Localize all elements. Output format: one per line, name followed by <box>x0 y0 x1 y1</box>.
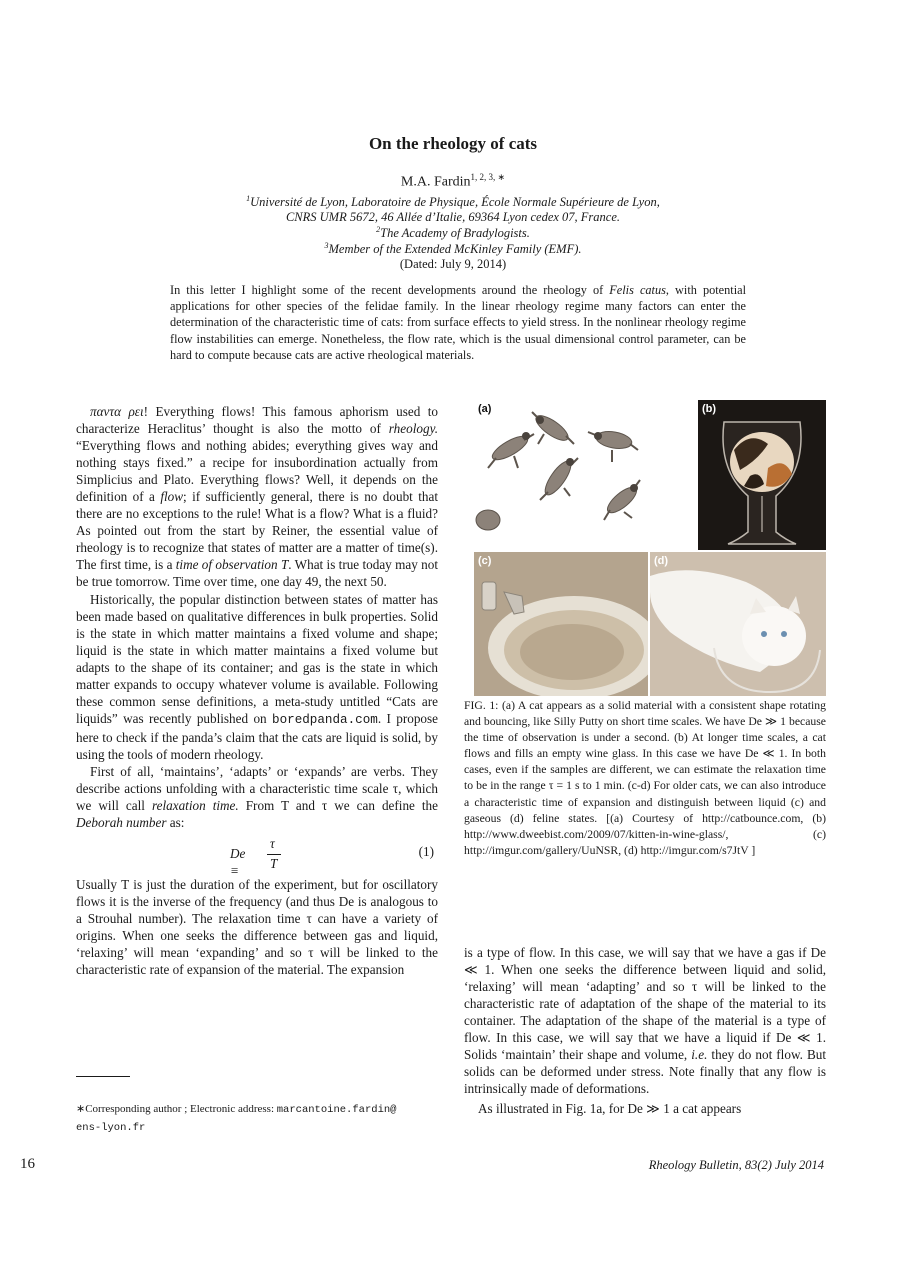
affiliation-1: $^1$Université de Lyon, Laboratoire de Physique, École Normale Supérieure de Lyon, <box>246 194 660 210</box>
panel-b-image <box>698 400 826 550</box>
figure-caption: FIG. 1: (a) A cat appears as a solid material with a consistent shape rotating and bouncing, like Silly Putty on short time scales. We have De ≫ 1 because the time of observation is under a second. (b) At longer time scales, a cat flows and fills an empty wine glass. In this case we have De ≪ 1. In both cases, even if the samples are different, we can estimate the relaxation time to be in the range τ = 1 s to 1 min. (c-d) For older cats, we can also introduce a characteristic time of expansion and distinguish between liquid (c) and gaseous (d) feline states. [(a) Courtesy of http://catbounce.com, (b) http://www.dweebist.com/2009/07/kitten-in-wine-glass/, (c) http://imgur.com/gallery/UuNSR, (d) http://imgur.com/s7JtV ] <box>464 699 826 857</box>
sink-cat-drawing <box>474 552 648 696</box>
affiliation-2: $^2$The Academy of Bradylogists. <box>376 225 530 241</box>
equation-denominator: T <box>270 856 278 872</box>
bouncing-cats-drawing <box>474 400 646 550</box>
journal-footer: Rheology Bulletin, 83(2) July 2014 <box>648 1158 824 1172</box>
page-number: 16 <box>20 1156 35 1172</box>
email-address-cont: ens-lyon.fr <box>76 1122 146 1134</box>
equation-lhs: De ≡ <box>230 846 246 879</box>
abstract: In this letter I highlight some of the recent developments around the rheology of Felis catus, with potential applications for other species of the felidae family. In the linear rheology regime many factors can enter the determination of the characteristic time of cats: from surface effects to yield stress. In the nonlinear rheology regime flow instabilities can emerge. Nonetheless, the flow rate, which is the usual dimensional control parameter, can be hard to compute because cats are active rheological materials. <box>170 283 746 362</box>
paragraph-fig-reference: As illustrated in Fig. 1a, for De ≫ 1 a cat appears <box>478 1101 742 1117</box>
paragraph-oscillatory: Usually T is just the duration of the experiment, but for oscillatory flows it is the inverse of the frequency (and thus De is analogous to a Strouhal number). The relaxation time τ can have a variety of origins. When one seeks the difference between gas and liquid, ‘relaxing’ will mean ‘expanding’ and so τ will be linked to the characteristic rate of expansion of the material. The expansion <box>76 877 438 978</box>
email-address: marcantoine.fardin@ <box>276 1104 397 1116</box>
paragraph-heraclitus: παντα ρει! Everything flows! This famous aphorism used to characterize Heraclitus’ thought is also the motto of rheology. “Everything flows and nothing abides; everything gives way and nothing stays fixed.” a recipe for insubordination actually from Simplicius and Plato. Everything flows? Well, it depends on the definition of a flow; if sufficiently general, there is no doubt that there are no exceptions to the rule! What is a flow? What is a fluid? As pointed out from the start by Reiner, the essential value of rheology is to recognize that states of matter are a matter of time(s). The first time, is a time of observation T. What is true today may not be true tomorrow. Time over time, one day 49, the next 50. <box>76 404 438 590</box>
panel-c-image <box>474 552 648 696</box>
panel-a-label: (a) <box>478 403 492 415</box>
left-column <box>76 403 438 978</box>
greek-aphorism: παντα ρει <box>90 404 144 419</box>
affiliation-1-cont: CNRS UMR 5672, 46 Allée d’Italie, 69364 Lyon cedex 07, France. <box>285 210 621 224</box>
paper-title: On the rheology of cats <box>368 134 538 153</box>
author-line <box>0 172 906 191</box>
panel-d-label: (d) <box>654 555 669 567</box>
paragraph-relaxation-time: First of all, ‘maintains’, ‘adapts’ or ‘expands’ are verbs. They describe actions unfolding with a characteristic time scale τ, which we will call relaxation time. From T and τ we can define the Deborah number as: <box>76 763 439 831</box>
panel-c-label: (c) <box>478 555 492 567</box>
paragraph-states-of-matter: Historically, the popular distinction between states of matter has been made based on qualitative differences in bulk properties. Solid is the state in which matter maintains a fixed volume and shape; liquid is the state in which matter maintains a fixed volume but adapts to the shape of its container; and gas is the state in which matter expands to occupy whatever volume is available. Following these common sense definitions, a meta-study untitled “Cats are liquids” was recently published on boredpanda.com. I propose here to check if the panda’s claim that the cats are liquid is solid, by using the tools of modern rheology. <box>76 591 438 762</box>
site-link: boredpanda.com <box>272 712 378 727</box>
footnote: ∗Corresponding author ; Electronic address: marcantoine.fardin@ ens-lyon.fr <box>76 1103 397 1134</box>
equation-deborah <box>76 833 438 879</box>
figure-1 <box>474 400 826 696</box>
affiliation-3: $^3$Member of the Extended McKinley Family (EMF). <box>324 241 582 257</box>
footnote-rule <box>76 1076 130 1077</box>
author-name: M.A. Fardin <box>400 174 471 190</box>
equation-number: (1) <box>418 844 434 860</box>
wine-glass-cat-drawing <box>698 400 826 550</box>
white-cat-bowl-drawing <box>650 552 826 696</box>
dated-line: (Dated: July 9, 2014) <box>399 257 507 271</box>
author-affiliation-marks: 1, 2, 3, ∗ <box>470 172 506 182</box>
right-column <box>464 944 826 1117</box>
panel-a-image <box>474 400 646 550</box>
paragraph-gas-liquid: is a type of flow. In this case, we will say that we have a gas if De ≪ 1. When one seeks the difference between liquid and solid, ‘relaxing’ will mean ‘adapting’ and so τ will be linked to the characteristic rate of adaptation of the shape of the material to its container. The adaptation of the shape of the material is a type of flow. In this case, we will say that we have a liquid if De ≪ 1. Solids ‘maintain’ their shape and volume, i.e. they do not flow. But solids can be deformed under stress. Note finally that any flow is intrinsically made of deformations. <box>464 945 826 1097</box>
panel-d-image <box>650 552 826 696</box>
panel-b-label: (b) <box>702 403 717 415</box>
equation-numerator: τ <box>270 836 275 852</box>
